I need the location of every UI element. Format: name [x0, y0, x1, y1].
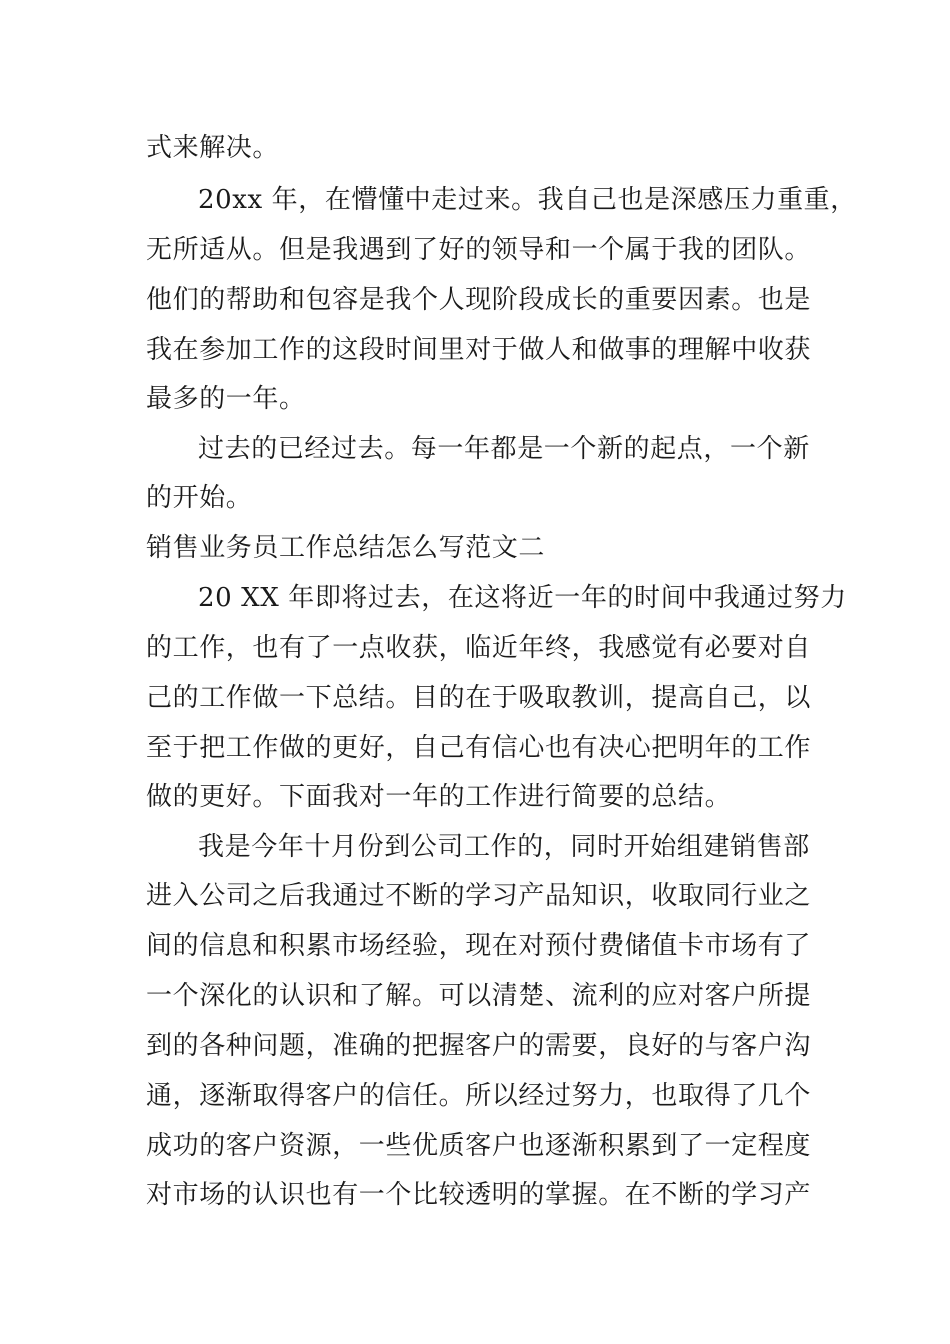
- text-line: 到的各种问题，准确的把握客户的需要，良好的与客户沟: [146, 1031, 812, 1061]
- text-line: 式来解决。: [146, 133, 280, 163]
- text-line: 一个深化的认识和了解。可以清楚、流利的应对客户所提: [146, 981, 812, 1011]
- text-line: 进入公司之后我通过不断的学习产品知识，收取同行业之: [146, 881, 812, 911]
- text-line: 做的更好。下面我对一年的工作进行简要的总结。: [146, 782, 732, 812]
- text-line: 间的信息和积累市场经验，现在对预付费储值卡市场有了: [146, 931, 812, 961]
- paragraph-start-line: 过去的已经过去。每一年都是一个新的起点，一个新: [198, 434, 810, 464]
- paragraph-start-line: 我是今年十月份到公司工作的，同时开始组建销售部: [198, 832, 810, 862]
- text-line: 对市场的认识也有一个比较透明的掌握。在不断的学习产: [146, 1180, 812, 1210]
- text-line: 最多的一年。: [146, 384, 306, 414]
- text-line: 他们的帮助和包容是我个人现阶段成长的重要因素。也是: [146, 285, 812, 315]
- paragraph-start-line: 20 XX 年即将过去，在这将近一年的时间中我通过努力: [198, 583, 847, 613]
- text-line: 无所适从。但是我遇到了好的领导和一个属于我的团队。: [146, 235, 812, 265]
- text-line: 至于把工作做的更好，自己有信心也有决心把明年的工作: [146, 733, 812, 763]
- text-line: 的工作，也有了一点收获，临近年终，我感觉有必要对自: [146, 633, 812, 663]
- text-line: 的开始。: [146, 483, 253, 513]
- text-line: 成功的客户资源，一些优质客户也逐渐积累到了一定程度: [146, 1131, 812, 1161]
- text-line: 通，逐渐取得客户的信任。所以经过努力，也取得了几个: [146, 1081, 812, 1111]
- section-heading: 销售业务员工作总结怎么写范文二: [146, 533, 546, 563]
- text-line: 我在参加工作的这段时间里对于做人和做事的理解中收获: [146, 335, 812, 365]
- text-line: 己的工作做一下总结。目的在于吸取教训，提高自己，以: [146, 683, 812, 713]
- paragraph-start-line: 20xx 年，在懵懂中走过来。我自己也是深感压力重重，: [198, 185, 857, 215]
